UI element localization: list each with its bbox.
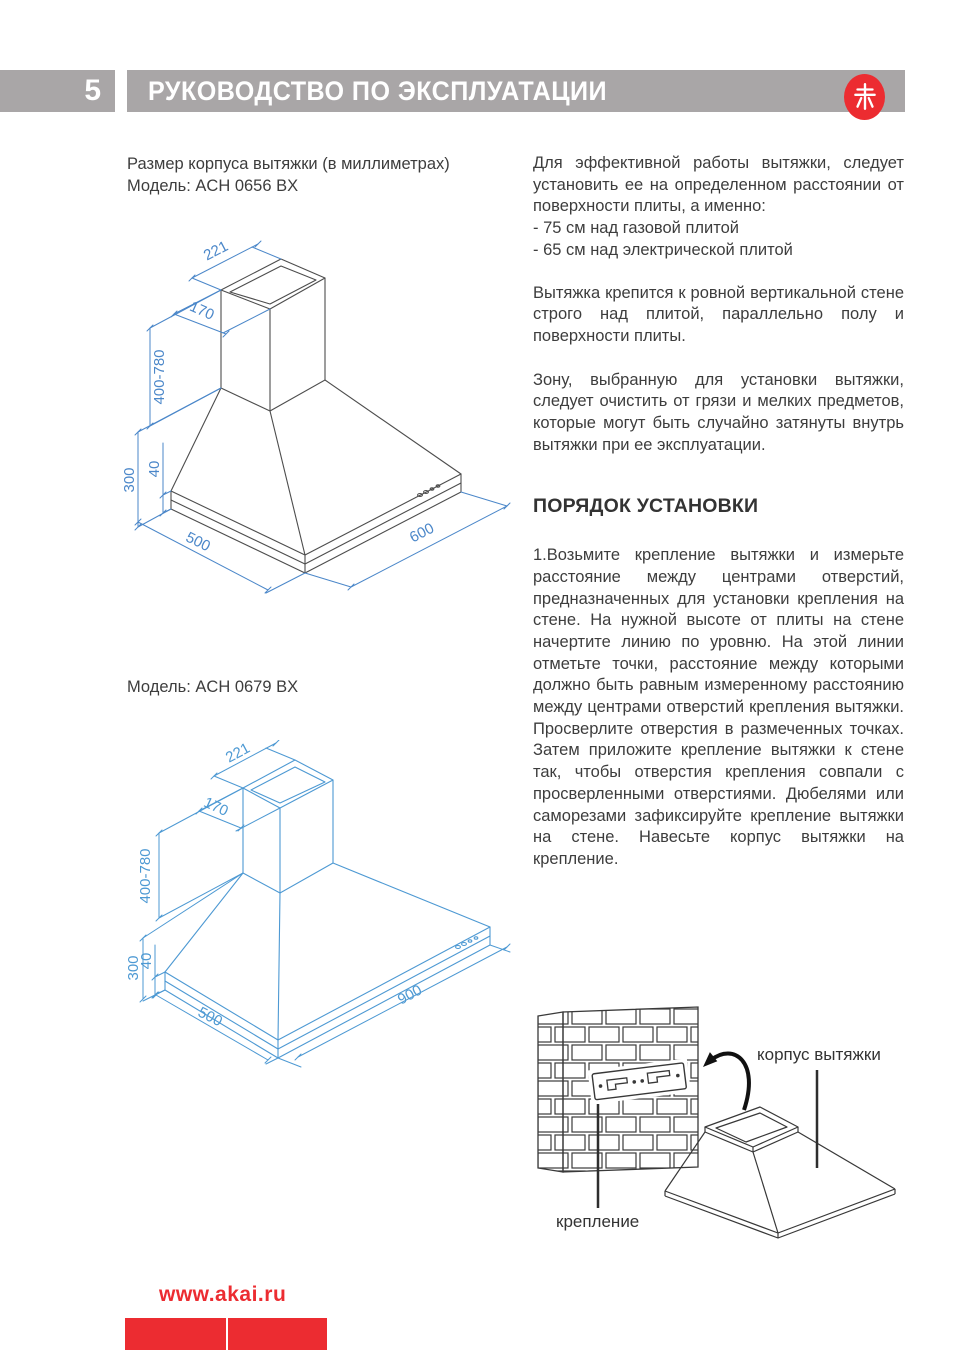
dim-400-780-2: 400-780 <box>137 848 154 904</box>
installation-heading: ПОРЯДОК УСТАНОВКИ <box>533 495 759 518</box>
instructions-column <box>533 153 904 871</box>
model1-caption: Модель: ACH 0656 BX <box>127 177 299 195</box>
dim-221-2: 221 <box>222 740 253 767</box>
distance-list <box>533 218 904 261</box>
model2-caption: Модель: ACH 0679 BX <box>127 678 299 696</box>
hood-body-label: корпус вытяжки <box>757 1045 881 1064</box>
page-number-block <box>0 70 115 112</box>
dim-900-2: 900 <box>394 981 425 1009</box>
header-bar <box>127 70 905 112</box>
size-caption-line1: Размер корпуса вытяжки (в миллиметрах) <box>127 155 450 173</box>
swing-arrow-icon <box>703 1052 749 1110</box>
paragraph-install-distance: Для эффективной работы вытяжки, следует установить ее на определенном расстоянии от поверхности плиты, а именно: <box>533 154 904 216</box>
footer-red-bar-left <box>125 1318 226 1350</box>
page-title: РУКОВОДСТВО ПО ЭКСПЛУАТАЦИИ <box>148 76 608 106</box>
dimension-labels-1 <box>121 238 437 555</box>
aka-character-icon <box>852 82 878 112</box>
dimension-diagram-ach-0679 <box>110 740 530 1070</box>
dim-400-780: 400-780 <box>151 349 168 405</box>
dimension-labels-2 <box>125 740 425 1030</box>
paragraph-wall-mount: Вытяжка крепится к ровной вертикальной стене строго над плитой, параллельно полу и поверхности плиты. <box>533 283 904 345</box>
mounting-diagram <box>520 990 950 1250</box>
distance-gas: - 75 см над газовой плитой <box>533 219 740 238</box>
dim-300: 300 <box>121 467 138 493</box>
page-number: 5 <box>84 74 101 107</box>
paragraph-installation-steps: 1.Возьмите крепление вытяжки и измерьте расстояние между центрами отверстий, предназначенных для установки крепления на стене. На нужной высоте от плиты на стене начертите линию по уровню. На этой линии отметьте точки, расстояние между которыми должно быть равным измеренному расстоянию между центрами отверстий крепления вытяжки. Просверлите отверстия в размеченных точках. Затем приложите крепление вытяжки к стене так, чтобы отверстия крепления совпали с просверленными отверстиями. Дюбелями или саморезами зафиксируйте крепление вытяжки на стене. Навесьте корпус вытяжки на крепление. <box>533 546 904 868</box>
hood-body <box>665 1107 895 1238</box>
dim-300-2: 300 <box>125 955 142 981</box>
website-link: www.akai.ru <box>159 1283 287 1306</box>
dim-221: 221 <box>200 237 231 265</box>
footer-red-bar-right <box>228 1318 327 1350</box>
dim-40: 40 <box>146 460 163 478</box>
distance-electric: - 65 см над электрической плитой <box>533 240 793 259</box>
akai-logo-icon <box>844 74 885 120</box>
dim-500: 500 <box>182 528 213 556</box>
size-caption <box>127 153 450 197</box>
dim-170: 170 <box>186 298 217 324</box>
paragraph-clean-zone: Зону, выбранную для установки вытяжки, следует очистить от грязи и мелких предметов, которые могут быть случайно затянуты внутрь вытяжки при ее эксплуатации. <box>533 370 904 454</box>
dim-170-2: 170 <box>200 793 231 820</box>
bracket-label: крепление <box>556 1212 640 1231</box>
dim-40-2: 40 <box>138 952 155 970</box>
dimension-diagram-ach-0656 <box>108 228 518 608</box>
dim-600: 600 <box>406 519 437 547</box>
dim-500-2: 500 <box>195 1003 226 1031</box>
